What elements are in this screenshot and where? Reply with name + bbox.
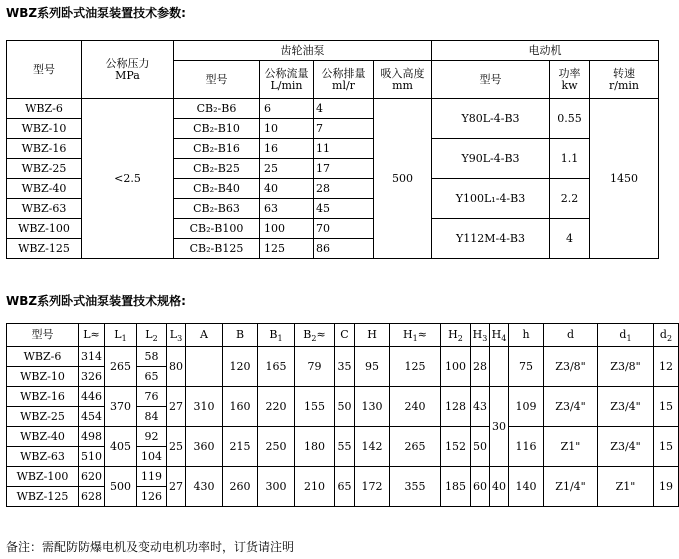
- model-cell: WBZ-6: [7, 99, 82, 119]
- H-cell: 130: [355, 387, 390, 427]
- header-pressure-label: 公称压力: [105, 56, 150, 70]
- L2-cell: 92: [137, 427, 167, 447]
- H2-cell: 100: [441, 347, 471, 387]
- header-power-unit: kw: [561, 78, 578, 92]
- header-suction: [374, 61, 432, 99]
- model-cell: WBZ-63: [7, 199, 82, 219]
- pump-cell: CB₂-B25: [174, 159, 260, 179]
- H-cell: 142: [355, 427, 390, 467]
- H3-cell: 50: [471, 427, 490, 467]
- flow-cell: 125: [260, 239, 314, 259]
- pump-cell: CB₂-B63: [174, 199, 260, 219]
- B-cell: 160: [223, 387, 258, 427]
- d-cell: Z3/8": [544, 347, 598, 387]
- motor-model-cell: Y100L₁-4-B3: [432, 179, 550, 219]
- col-h: h: [509, 324, 544, 347]
- model-cell: WBZ-100: [7, 219, 82, 239]
- header-speed-label: 转速: [613, 66, 635, 80]
- table-row: [7, 467, 679, 487]
- d-cell: Z1": [544, 427, 598, 467]
- H4-cell: 40: [490, 467, 509, 507]
- col-B2: $B_2\approx$: [295, 324, 335, 347]
- params-table: [6, 40, 659, 259]
- L-cell: 446: [79, 387, 105, 407]
- table-row: [7, 347, 679, 367]
- A-cell: [186, 347, 223, 387]
- L-cell: 510: [79, 447, 105, 467]
- specs-header-row: [7, 324, 679, 347]
- L1-cell: 370: [105, 387, 137, 427]
- header-disp-label: 公称排量: [321, 66, 366, 80]
- h-cell: 140: [509, 467, 544, 507]
- motor-model-cell: Y80L-4-B3: [432, 99, 550, 139]
- col-L: L≈: [79, 324, 105, 347]
- header-disp: [314, 61, 374, 99]
- B2-cell: 180: [295, 427, 335, 467]
- L2-cell: 119: [137, 467, 167, 487]
- B-cell: 260: [223, 467, 258, 507]
- model-cell: WBZ-63: [7, 447, 79, 467]
- B2-cell: 79: [295, 347, 335, 387]
- table-row: [7, 387, 679, 407]
- d1-cell: Z1": [598, 467, 654, 507]
- B2-cell: 155: [295, 387, 335, 427]
- col-H2: $H_2$: [441, 324, 471, 347]
- L2-cell: 65: [137, 367, 167, 387]
- col-model: 型号: [7, 324, 79, 347]
- L3-cell: 25: [167, 427, 186, 467]
- d-cell: Z1/4": [544, 467, 598, 507]
- model-cell: WBZ-40: [7, 179, 82, 199]
- B2-cell: 210: [295, 467, 335, 507]
- table-row: [7, 427, 679, 447]
- L1-cell: 405: [105, 427, 137, 467]
- header-motor: 电动机: [432, 41, 659, 61]
- disp-cell: 17: [314, 159, 374, 179]
- power-cell: 0.55: [550, 99, 590, 139]
- header-speed-unit: r/min: [609, 78, 639, 92]
- flow-cell: 25: [260, 159, 314, 179]
- L2-cell: 58: [137, 347, 167, 367]
- L-cell: 454: [79, 407, 105, 427]
- pump-cell: CB₂-B125: [174, 239, 260, 259]
- footnote: 备注：需配防防爆电机及变动电机功率时，订货请注明: [6, 540, 295, 554]
- col-L1: $L_1$: [105, 324, 137, 347]
- header-speed: [590, 61, 659, 99]
- motor-model-cell: Y112M-4-B3: [432, 219, 550, 259]
- A-cell: 310: [186, 387, 223, 427]
- disp-cell: 86: [314, 239, 374, 259]
- header-motor-model: 型号: [432, 61, 550, 99]
- pump-cell: CB₂-B6: [174, 99, 260, 119]
- flow-cell: 100: [260, 219, 314, 239]
- pressure-cell: <2.5: [82, 99, 174, 259]
- col-H3: $H_3$: [471, 324, 490, 347]
- specs-table-title: WBZ系列卧式油泵装置技术规格:: [6, 294, 186, 308]
- power-cell: 1.1: [550, 139, 590, 179]
- pump-cell: CB₂-B10: [174, 119, 260, 139]
- L2-cell: 76: [137, 387, 167, 407]
- col-B1: $B_1$: [258, 324, 295, 347]
- flow-cell: 63: [260, 199, 314, 219]
- motor-model-cell: Y90L-4-B3: [432, 139, 550, 179]
- pump-cell: CB₂-B100: [174, 219, 260, 239]
- col-B: B: [223, 324, 258, 347]
- header-pump-model: 型号: [174, 61, 260, 99]
- d2-cell: 19: [654, 467, 679, 507]
- pump-cell: CB₂-B16: [174, 139, 260, 159]
- L-cell: 628: [79, 487, 105, 507]
- H4-cell: 30: [490, 387, 509, 467]
- C-cell: 50: [335, 387, 355, 427]
- L1-cell: 265: [105, 347, 137, 387]
- header-gear-pump: 齿轮油泵: [174, 41, 432, 61]
- B1-cell: 165: [258, 347, 295, 387]
- col-L3: $L_3$: [167, 324, 186, 347]
- L3-cell: 80: [167, 347, 186, 387]
- B-cell: 215: [223, 427, 258, 467]
- col-d2: $d_2$: [654, 324, 679, 347]
- model-cell: WBZ-16: [7, 139, 82, 159]
- col-H4: $H_4$: [490, 324, 509, 347]
- header-flow: [260, 61, 314, 99]
- H1-cell: 125: [390, 347, 441, 387]
- flow-cell: 40: [260, 179, 314, 199]
- model-cell: WBZ-10: [7, 367, 79, 387]
- H2-cell: 185: [441, 467, 471, 507]
- pump-cell: CB₂-B40: [174, 179, 260, 199]
- header-pressure: [82, 41, 174, 99]
- col-A: A: [186, 324, 223, 347]
- H1-cell: 355: [390, 467, 441, 507]
- model-cell: WBZ-16: [7, 387, 79, 407]
- power-cell: 2.2: [550, 179, 590, 219]
- disp-cell: 70: [314, 219, 374, 239]
- A-cell: 430: [186, 467, 223, 507]
- flow-cell: 10: [260, 119, 314, 139]
- L-cell: 498: [79, 427, 105, 447]
- C-cell: 65: [335, 467, 355, 507]
- model-cell: WBZ-6: [7, 347, 79, 367]
- col-H1: $H_1\approx$: [390, 324, 441, 347]
- B-cell: 120: [223, 347, 258, 387]
- H3-cell: 43: [471, 387, 490, 427]
- col-C: C: [335, 324, 355, 347]
- h-cell: 116: [509, 427, 544, 467]
- h-cell: 109: [509, 387, 544, 427]
- L3-cell: 27: [167, 387, 186, 427]
- flow-cell: 16: [260, 139, 314, 159]
- L-cell: 620: [79, 467, 105, 487]
- model-cell: WBZ-25: [7, 159, 82, 179]
- C-cell: 55: [335, 427, 355, 467]
- d2-cell: 15: [654, 387, 679, 427]
- disp-cell: 4: [314, 99, 374, 119]
- header-power: [550, 61, 590, 99]
- disp-cell: 45: [314, 199, 374, 219]
- d2-cell: 12: [654, 347, 679, 387]
- L2-cell: 126: [137, 487, 167, 507]
- model-cell: WBZ-125: [7, 487, 79, 507]
- col-d1: $d_1$: [598, 324, 654, 347]
- A-cell: 360: [186, 427, 223, 467]
- model-cell: WBZ-40: [7, 427, 79, 447]
- header-flow-label: 公称流量: [264, 66, 309, 80]
- header-suction-label: 吸入高度: [380, 66, 425, 80]
- specs-table: [6, 323, 679, 507]
- header-model: 型号: [7, 41, 82, 99]
- header-disp-unit: ml/r: [332, 78, 355, 92]
- h-cell: 75: [509, 347, 544, 387]
- H1-cell: 265: [390, 427, 441, 467]
- d1-cell: Z3/4": [598, 387, 654, 427]
- params-table-title: WBZ系列卧式油泵装置技术参数:: [6, 6, 186, 20]
- L2-cell: 104: [137, 447, 167, 467]
- model-cell: WBZ-100: [7, 467, 79, 487]
- header-suction-unit: mm: [392, 78, 413, 92]
- L-cell: 314: [79, 347, 105, 367]
- H2-cell: 152: [441, 427, 471, 467]
- model-cell: WBZ-25: [7, 407, 79, 427]
- d2-cell: 15: [654, 427, 679, 467]
- H1-cell: 240: [390, 387, 441, 427]
- disp-cell: 28: [314, 179, 374, 199]
- B1-cell: 250: [258, 427, 295, 467]
- H-cell: 172: [355, 467, 390, 507]
- L-cell: 326: [79, 367, 105, 387]
- model-cell: WBZ-10: [7, 119, 82, 139]
- d-cell: Z3/4": [544, 387, 598, 427]
- table-row: [7, 99, 659, 119]
- d1-cell: Z3/8": [598, 347, 654, 387]
- H3-cell: 60: [471, 467, 490, 507]
- C-cell: 35: [335, 347, 355, 387]
- H-cell: 95: [355, 347, 390, 387]
- model-cell: WBZ-125: [7, 239, 82, 259]
- H2-cell: 128: [441, 387, 471, 427]
- header-pressure-unit: MPa: [115, 68, 140, 82]
- L3-cell: 27: [167, 467, 186, 507]
- H4-cell: [490, 347, 509, 387]
- L2-cell: 84: [137, 407, 167, 427]
- speed-cell: 1450: [590, 99, 659, 259]
- B1-cell: 220: [258, 387, 295, 427]
- col-L2: $L_2$: [137, 324, 167, 347]
- col-d: d: [544, 324, 598, 347]
- L1-cell: 500: [105, 467, 137, 507]
- header-power-label: 功率: [558, 66, 581, 80]
- H3-cell: 28: [471, 347, 490, 387]
- power-cell: 4: [550, 219, 590, 259]
- d1-cell: Z3/4": [598, 427, 654, 467]
- col-H: H: [355, 324, 390, 347]
- disp-cell: 7: [314, 119, 374, 139]
- B1-cell: 300: [258, 467, 295, 507]
- suction-cell: 500: [374, 99, 432, 259]
- flow-cell: 6: [260, 99, 314, 119]
- header-flow-unit: L/min: [270, 78, 303, 92]
- disp-cell: 11: [314, 139, 374, 159]
